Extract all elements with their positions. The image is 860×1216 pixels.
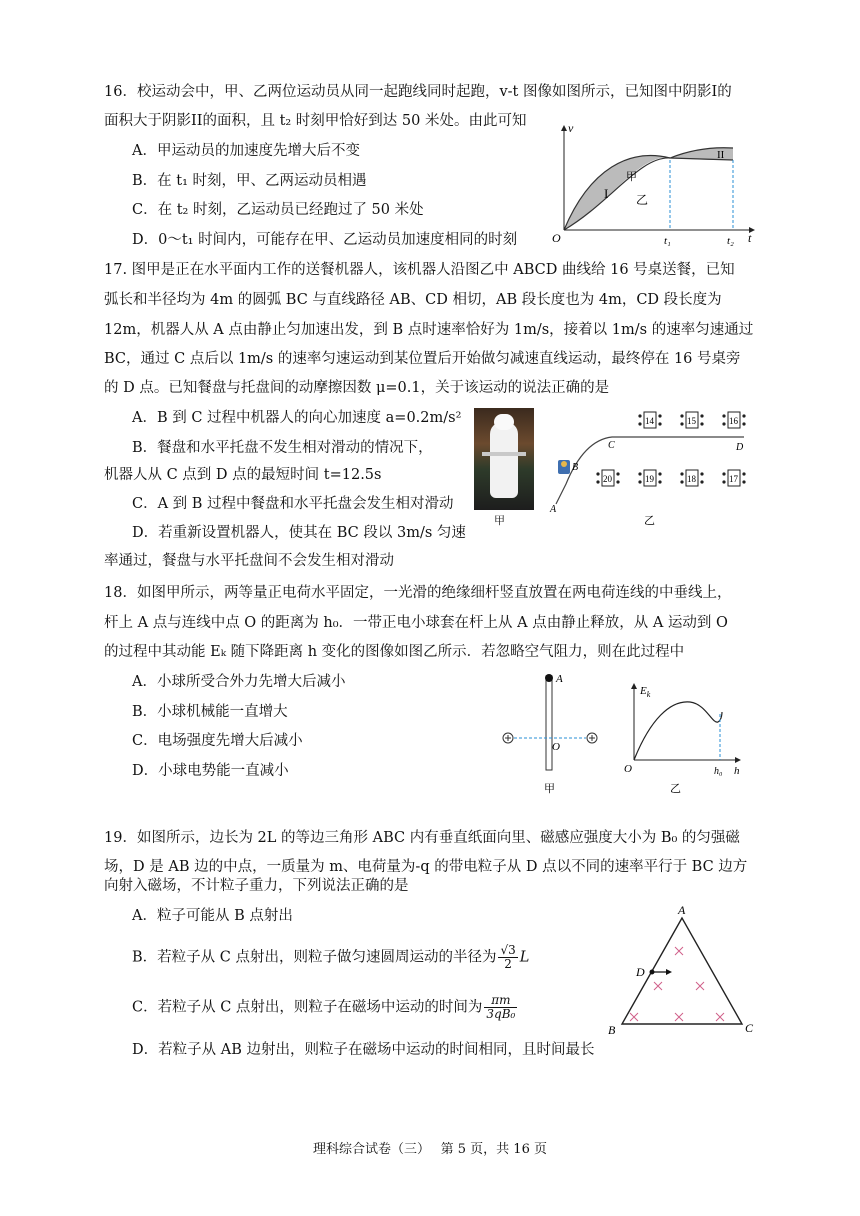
- q17-option-b-line1: B．餐盘和水平托盘不发生相对滑动的情况下，: [132, 440, 433, 456]
- q17-stem-line2: 弧长和半径均为 4m 的圆弧 BC 与直线路径 AB、CD 相切，AB 段长度也为 4m，CD 段长度为: [104, 292, 722, 308]
- q18-ek-graph: [620, 680, 770, 798]
- q17-path-diagram: [544, 404, 756, 528]
- q18-option-c: C．电场强度先增大后减小: [132, 733, 303, 749]
- q18-stem-line1: 18．如图甲所示，两等量正电荷水平固定，一光滑的绝缘细杆竖直放置在两电荷连线的中垂线上，: [104, 585, 732, 601]
- q16-stem-line2: 面积大于阴影II的面积，且 t₂ 时刻甲恰好到达 50 米处。由此可知: [104, 113, 527, 129]
- q16-vt-graph: [550, 118, 760, 250]
- photo-caption: 甲: [494, 514, 505, 527]
- t2-label: t₂: [727, 235, 734, 247]
- q17-option-c: C．A 到 B 过程中餐盘和水平托盘会发生相对滑动: [132, 496, 454, 512]
- table-14: [638, 412, 661, 428]
- table-number: 20: [603, 474, 612, 484]
- velocity-arrow: [666, 969, 672, 975]
- robot-head: [494, 414, 514, 430]
- q16-option-c: C．在 t₂ 时刻，乙运动员已经跑过了 50 米处: [132, 202, 424, 218]
- point-d: D: [636, 965, 645, 979]
- point-c: C: [608, 440, 615, 451]
- table-20: [596, 470, 619, 486]
- tables-bottom: [596, 470, 745, 486]
- table-number: 18: [687, 474, 696, 484]
- vertex-c: C: [745, 1021, 754, 1035]
- point-a: A: [550, 504, 557, 515]
- vertex-b: B: [608, 1023, 616, 1037]
- point-b: B: [572, 462, 579, 473]
- axis-v-label: v: [568, 121, 574, 135]
- robot-tray: [482, 452, 526, 456]
- q16-option-d: D．0～t₁ 时间内，可能存在甲、乙运动员加速度相同的时刻: [132, 232, 518, 248]
- table-number: 15: [687, 416, 696, 426]
- q17-stem-line5: 的 D 点。已知餐盘与托盘间的动摩擦因数 μ=0.1，关于该运动的说法正确的是: [104, 380, 610, 396]
- q17-option-d-line1: D．若重新设置机器人，使其在 BC 段以 3m/s 匀速: [132, 525, 466, 541]
- q17-option-d-line2: 率通过，餐盘与水平托盘间不会发生相对滑动: [104, 553, 394, 569]
- table-number: 14: [645, 416, 654, 426]
- q17-stem-line4: BC，通过 C 点后以 1m/s 的速率匀速运动到某位置后开始做匀减速直线运动，最终停在 16 号桌旁: [104, 351, 741, 367]
- q18-option-d: D．小球电势能一直减小: [132, 763, 289, 779]
- q19-stem-line1: 19．如图所示，边长为 2L 的等边三角形 ABC 内有垂直纸面向里、磁感应强度大小为 B₀ 的匀强磁: [104, 830, 740, 846]
- table-16: [722, 412, 745, 428]
- q18-charge-diagram: [496, 664, 606, 798]
- point-a: A: [556, 673, 563, 685]
- table-17: [722, 470, 745, 486]
- q19-option-c: C．若粒子从 C 点射出，则粒子在磁场中运动的时间为 $\frac{\pi m}{\text{3qB₀}}$: [132, 993, 516, 1021]
- axis-h-label: h: [734, 765, 740, 777]
- q18-option-b: B．小球机械能一直增大: [132, 704, 288, 720]
- tables-top: [638, 412, 745, 428]
- time-fraction: $\frac{\pi m}{\text{3qB₀}}$: [486, 993, 516, 1021]
- origin-label: O: [552, 231, 561, 245]
- q16-option-a: A．甲运动员的加速度先增大后不变: [132, 143, 360, 159]
- jia-label: 甲: [626, 171, 637, 183]
- q17-stem-line3: 12m，机器人从 A 点由静止匀加速出发，到 B 点时速率恰好为 1m/s，接着以 1m/s 的速率匀速通过: [104, 322, 754, 338]
- point-o: O: [552, 741, 560, 753]
- diagram-caption-yi: 乙: [670, 783, 681, 795]
- diagram-caption: 乙: [644, 515, 655, 527]
- q18-stem-line2: 杆上 A 点与连线中点 O 的距离为 h₀．一带正电小球套在杆上从 A 点由静止释放，从 A 运动到 O: [104, 615, 728, 631]
- origin-label: O: [624, 763, 632, 775]
- vertex-a: A: [678, 903, 686, 917]
- ek-curve: [634, 702, 722, 760]
- yi-label: 乙: [636, 193, 649, 207]
- q17-option-a: A．B 到 C 过程中机器人的向心加速度 a=0.2m/s²: [132, 410, 462, 426]
- t1-label: t₁: [664, 235, 671, 247]
- q19-stem-line3: 向射入磁场，不计粒子重力，下列说法正确的是: [104, 878, 409, 894]
- table-15: [680, 412, 703, 428]
- robot-body: [490, 422, 518, 498]
- robot-photo: [474, 408, 534, 510]
- radius-fraction: $\frac{√3}{2}$: [500, 943, 516, 971]
- q19-option-b: B．若粒子从 C 点射出，则粒子做匀速圆周运动的半径为 $\frac{√3}{2}$ L: [132, 943, 530, 971]
- page-footer: 理科综合试卷（三） 第 5 页，共 16 页: [313, 1142, 547, 1157]
- q18-option-a: A．小球所受合外力先增大后减小: [132, 674, 346, 690]
- q17-option-b-line2: 机器人从 C 点到 D 点的最短时间 t=12.5s: [104, 467, 382, 483]
- point-d: D: [736, 442, 744, 453]
- shade-ii-label: II: [717, 149, 725, 161]
- q17-stem-line1: 17. 图甲是正在水平面内工作的送餐机器人，该机器人沿图乙中 ABCD 曲线给 16 号桌送餐，已知: [104, 262, 735, 278]
- q16-option-b: B．在 t₁ 时刻，甲、乙两运动员相遇: [132, 173, 367, 189]
- q18-stem-line3: 的过程中其动能 Eₖ 随下降距离 h 变化的图像如图乙所示．若忽略空气阻力，则在此过程中: [104, 644, 685, 660]
- q19-stem-line2: 场，D 是 AB 边的中点，一质量为 m、电荷量为-q 的带电粒子从 D 点以不同的速率平行于 BC 边方: [104, 859, 748, 875]
- ball: [545, 674, 553, 682]
- axis-t-label: t: [748, 231, 752, 245]
- ek-label: $E_k$: [640, 685, 651, 699]
- rod: [546, 676, 552, 770]
- table-19: [638, 470, 661, 486]
- q16-stem-line1: 16．校运动会中，甲、乙两位运动员从同一起跑线同时起跑，v-t 图像如图所示，已知图中阴影I的: [104, 84, 732, 100]
- q19-option-d: D．若粒子从 AB 边射出，则粒子在磁场中运动的时间相同，且时间最长: [132, 1042, 595, 1058]
- table-number: 19: [645, 474, 654, 484]
- table-number: 17: [729, 474, 738, 484]
- q19-triangle-diagram: [600, 900, 770, 1040]
- shade-i-label: I: [604, 186, 609, 201]
- h0-label: h₀: [714, 766, 723, 777]
- diagram-caption-jia: 甲: [544, 783, 555, 795]
- table-number: 16: [729, 416, 738, 426]
- table-18: [680, 470, 703, 486]
- q19-option-a: A．粒子可能从 B 点射出: [132, 908, 293, 924]
